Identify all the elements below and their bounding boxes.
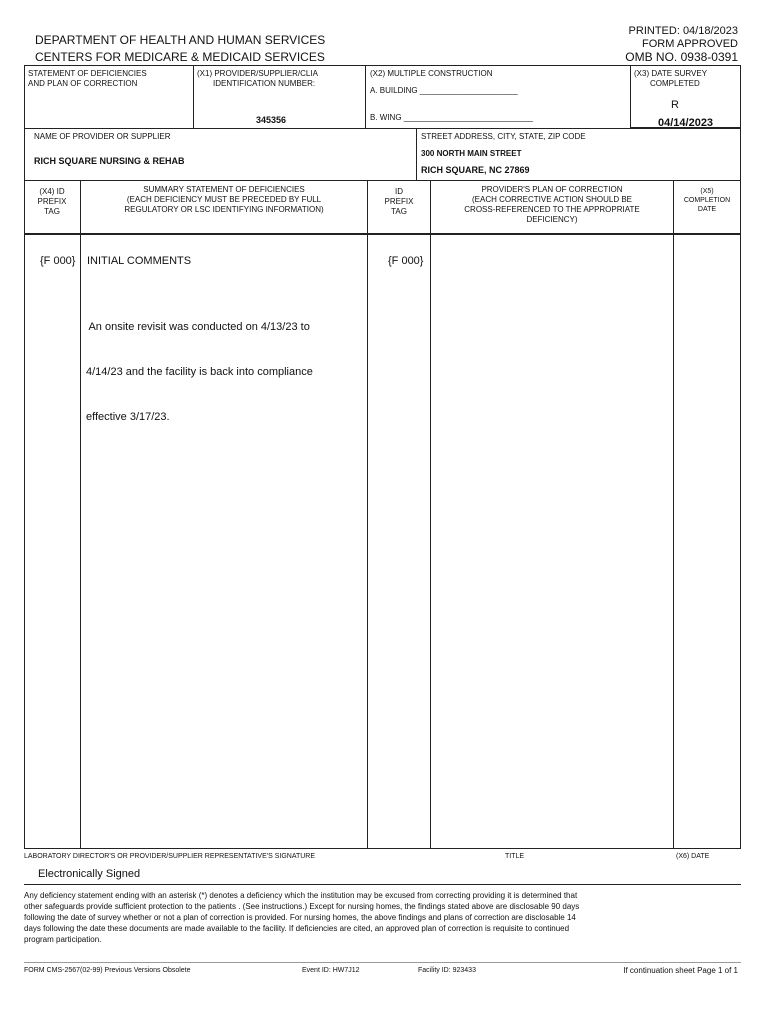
statement-label-1: STATEMENT OF DEFICIENCIES — [28, 69, 147, 78]
divider — [24, 884, 741, 885]
disclaimer-line: following the date of survey whether or not a plan of correction is provided. For nursing homes, the above findings and plans of correction are disclosable 14 — [24, 913, 576, 922]
divider — [24, 180, 741, 181]
entry-body-line: An onsite revisit was conducted on 4/13/23 to — [86, 321, 310, 333]
x3-survey-type: R — [671, 99, 679, 111]
signature-label: LABORATORY DIRECTOR'S OR PROVIDER/SUPPLIER REPRESENTATIVE'S SIGNATURE — [24, 853, 316, 860]
disclaimer-line: Any deficiency statement ending with an asterisk (*) denotes a deficiency which the institution may be excused from correcting providing it is determined that — [24, 891, 578, 900]
id-header-line: ID — [395, 187, 403, 196]
address-street: 300 NORTH MAIN STREET — [421, 149, 522, 158]
x2-building: A. BUILDING ______________________ — [370, 86, 518, 95]
provider-name: RICH SQUARE NURSING & REHAB — [34, 156, 185, 166]
entry-body-line: 4/14/23 and the facility is back into compliance — [86, 366, 313, 378]
x5-header-line: COMPLETION — [683, 197, 731, 204]
left-border — [24, 65, 25, 848]
divider — [24, 233, 741, 235]
entry-tag-right: {F 000} — [388, 255, 424, 267]
omb-number: OMB NO. 0938-0391 — [625, 50, 738, 64]
x5-header — [674, 187, 740, 214]
right-border — [740, 65, 741, 848]
department-title: DEPARTMENT OF HEALTH AND HUMAN SERVICES — [35, 33, 326, 47]
plan-header-line: DEFICIENCY) — [526, 215, 578, 224]
form-number: FORM CMS-2567(02-99) Previous Versions Obsolete — [24, 967, 191, 974]
x4-header-line: (X4) ID — [39, 187, 65, 196]
form-approved: FORM APPROVED — [642, 38, 738, 50]
x3-label-2: COMPLETED — [650, 79, 700, 88]
facility-id: Facility ID: 923433 — [418, 967, 476, 974]
top-rule — [24, 65, 741, 66]
x4-header — [24, 187, 80, 217]
centers-title: CENTERS FOR MEDICARE & MEDICAID SERVICES — [35, 50, 325, 64]
entry-tag-left: {F 000} — [40, 255, 76, 267]
divider — [24, 962, 741, 963]
divider — [416, 128, 417, 180]
x5-header-line: DATE — [697, 206, 717, 213]
plan-header — [431, 185, 673, 225]
address-city: RICH SQUARE, NC 27869 — [421, 165, 530, 175]
disclaimer-line: days following the date these documents are made available to the facility. If deficiencies are cited, an approved plan of correction is requisite to continued — [24, 924, 570, 933]
x4-header-line: PREFIX — [37, 197, 67, 206]
divider — [24, 848, 741, 849]
statement-label-2: AND PLAN OF CORRECTION — [28, 79, 138, 88]
summary-header-line: REGULATORY OR LSC IDENTIFYING INFORMATION) — [124, 205, 324, 214]
x5-header-line: (X5) — [700, 188, 714, 195]
divider — [365, 65, 366, 129]
disclaimer-line: other safeguards provide sufficient protection to the patients . (See instructions.) Except for nursing homes, the findings stated above are disclosable 90 days — [24, 902, 580, 911]
plan-header-line: (EACH CORRECTIVE ACTION SHOULD BE — [471, 195, 633, 204]
summary-header-line: SUMMARY STATEMENT OF DEFICIENCIES — [143, 185, 305, 194]
summary-header — [81, 185, 367, 215]
disclaimer-line: program participation. — [24, 935, 102, 944]
divider — [630, 65, 631, 129]
entry-title: INITIAL COMMENTS — [87, 255, 192, 267]
plan-header-line: CROSS-REFERENCED TO THE APPROPRIATE — [464, 205, 640, 214]
divider — [367, 180, 368, 848]
electronic-signature: Electronically Signed — [38, 868, 141, 880]
x1-label-2: IDENTIFICATION NUMBER: — [213, 79, 316, 88]
address-label: STREET ADDRESS, CITY, STATE, ZIP CODE — [421, 132, 586, 141]
x3-survey-date: 04/14/2023 — [658, 117, 714, 129]
provider-name-label: NAME OF PROVIDER OR SUPPLIER — [34, 132, 171, 141]
x4-header-line: TAG — [44, 207, 60, 216]
disclaimer — [24, 890, 740, 945]
x1-label-1: (X1) PROVIDER/SUPPLIER/CLIA — [197, 69, 318, 78]
entry-body — [86, 290, 313, 440]
divider — [80, 180, 81, 848]
divider — [430, 180, 431, 848]
id-header-line: TAG — [391, 207, 407, 216]
x3-label-1: (X3) DATE SURVEY — [634, 69, 708, 78]
event-id: Event ID: HW7J12 — [302, 967, 360, 974]
title-label: TITLE — [505, 853, 525, 860]
continuation-page: If continuation sheet Page 1 of 1 — [623, 966, 738, 975]
x1-provider-number: 345356 — [256, 115, 287, 125]
x2-wing: B. WING _____________________________ — [370, 113, 533, 122]
entry-body-line: effective 3/17/23. — [86, 411, 170, 423]
date-label: (X6) DATE — [676, 853, 710, 860]
divider — [193, 65, 194, 129]
divider — [673, 180, 674, 848]
id-header — [368, 187, 430, 217]
printed-date: PRINTED: 04/18/2023 — [628, 25, 738, 37]
id-header-line: PREFIX — [384, 197, 414, 206]
x2-label: (X2) MULTIPLE CONSTRUCTION — [370, 69, 493, 78]
plan-header-line: PROVIDER'S PLAN OF CORRECTION — [481, 185, 623, 194]
summary-header-line: (EACH DEFICIENCY MUST BE PRECEDED BY FULL — [126, 195, 322, 204]
